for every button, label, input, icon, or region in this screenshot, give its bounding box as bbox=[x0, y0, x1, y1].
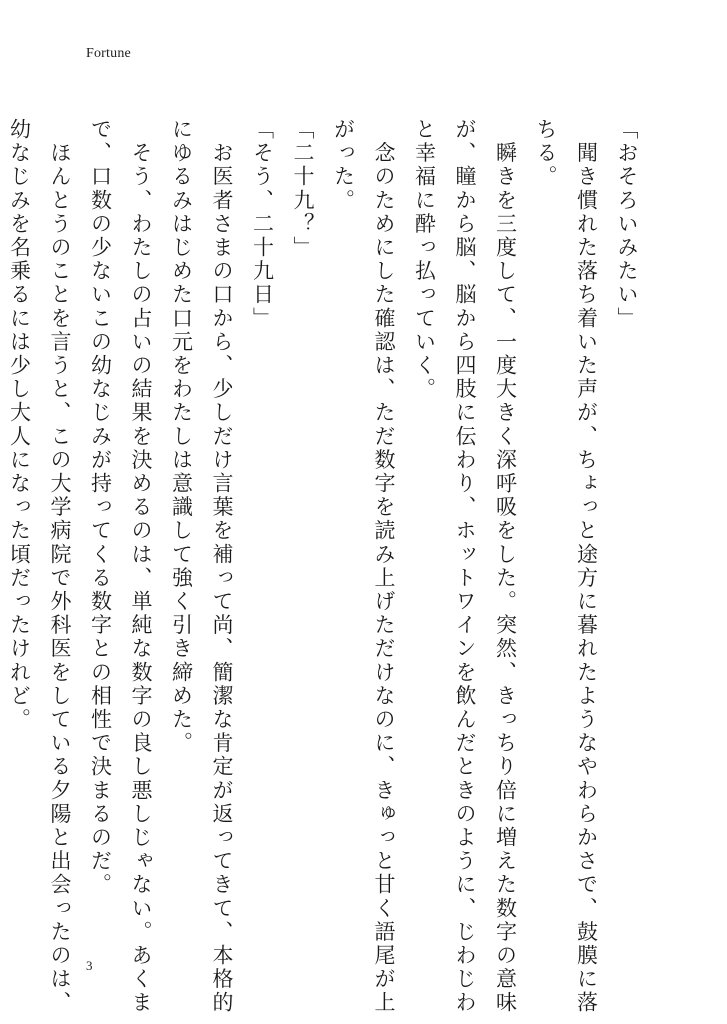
text-line: 聞き慣れた落ち着いた声が、ちょっと途方に暮れたようなやわらかさで、鼓膜に落 bbox=[574, 118, 599, 1015]
text-line: ちる。 bbox=[534, 118, 558, 189]
text-line: にゆるみはじめた口元をわたしは意識して強く引き締めた。 bbox=[169, 118, 194, 756]
text-line: 念のためにした確認は、ただ数字を読み上げただけなのに、きゅっと甘く語尾が上 bbox=[372, 118, 396, 1015]
running-header-title: Fortune bbox=[86, 46, 131, 61]
text-line: 幼なじみを名乗るには少し大人になった頃だったけれど。 bbox=[7, 118, 32, 732]
text-line: が、瞳から脳、脳から四肢に伝わり、ホットワインを飲んだときのように、じわじわ bbox=[453, 118, 477, 1015]
text-line: 「そう、二十九日」 bbox=[250, 118, 275, 331]
text-line: ほんとうのことを言うと、この大学病院で外科医をしている夕陽と出会ったのは、 bbox=[48, 118, 72, 1015]
page-number: 3 bbox=[86, 958, 93, 973]
text-line: 「二十九？」 bbox=[291, 118, 315, 260]
text-line: がった。 bbox=[331, 118, 356, 213]
text-line: と幸福に酔っ払っていく。 bbox=[412, 118, 437, 402]
text-line: お医者さまの口から、少しだけ言葉を補って尚、簡潔な肯定が返ってきて、本格的 bbox=[210, 118, 234, 1015]
text-line: そう、わたしの占いの結果を決めるのは、単純な数字の良し悪しじゃない。あくま bbox=[129, 118, 153, 1015]
text-line: で、口数の少ないこの幼なじみが持ってくる数字との相性で決まるのだ。 bbox=[88, 118, 113, 897]
text-line: 「おそろいみたい」 bbox=[615, 118, 639, 331]
text-line: 瞬きを三度して、一度大きく深呼吸をした。突然、きっちり倍に増えた数字の意味 bbox=[493, 118, 518, 1015]
vertical-body-text bbox=[7, 118, 647, 1015]
